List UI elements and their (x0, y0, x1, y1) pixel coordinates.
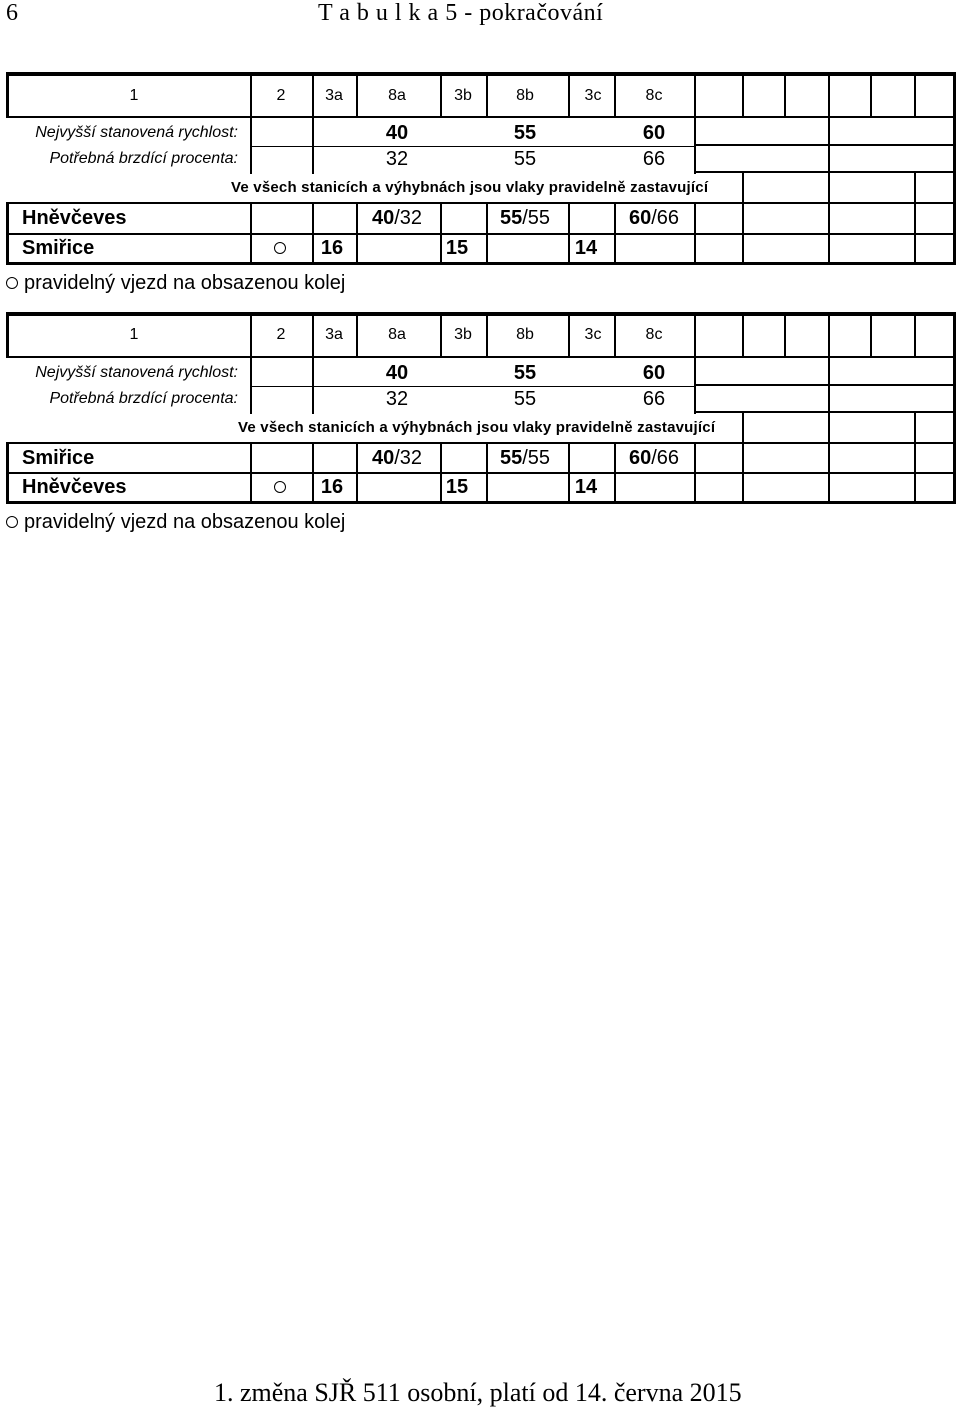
footnote (6, 272, 345, 295)
time-value: 14 (574, 476, 598, 498)
column-header: 8a (388, 326, 406, 343)
column-header: 1 (129, 87, 139, 104)
occupied-track-entry-icon (6, 516, 18, 528)
footnote-text: pravidelný vjezd na obsazenou kolej (24, 272, 346, 294)
column-header: 2 (276, 87, 286, 104)
station-name: Hněvčeves (22, 476, 127, 498)
occupied-track-entry-icon (6, 277, 18, 289)
column-header: 3a (325, 326, 343, 343)
time-value: 14 (574, 237, 598, 259)
time-value: 16 (320, 476, 344, 498)
footnote-text: pravidelný vjezd na obsazenou kolej (24, 511, 346, 533)
column-header: 8b (516, 87, 534, 104)
station-name: Smiřice (22, 447, 95, 469)
page-footer: 1. změna SJŘ 511 osobní, platí od 14. června 2015 (214, 1378, 742, 1407)
brake-value: 55 (513, 148, 537, 170)
speed-label: Nejvyšší stanovená rychlost: (35, 364, 238, 381)
brake-value: 32 (385, 388, 409, 410)
speed-brake-value: 40/32 (371, 207, 423, 229)
speed-value: 60 (642, 122, 666, 144)
speed-value: 40 (385, 122, 409, 144)
time-value: 15 (445, 476, 469, 498)
speed-value: 55 (513, 122, 537, 144)
column-header: 8c (645, 87, 663, 104)
brake-value: 32 (385, 148, 409, 170)
timetable-block-1 (6, 72, 956, 265)
column-header: 3b (454, 326, 472, 343)
speed-brake-value: 55/55 (499, 447, 551, 469)
station-name: Smiřice (22, 237, 95, 259)
timetable-block-2 (6, 312, 956, 504)
speed-brake-value: 55/55 (499, 207, 551, 229)
footnote (6, 511, 345, 534)
brake-value: 66 (642, 148, 666, 170)
speed-value: 60 (642, 362, 666, 384)
occupied-track-entry-icon (274, 481, 286, 493)
speed-brake-value: 60/66 (628, 447, 680, 469)
column-header: 8a (388, 87, 406, 104)
stopping-announcement: Ve všech stanicích a výhybnách jsou vlaky pravidelně zastavující (238, 419, 716, 436)
time-value: 16 (320, 237, 344, 259)
page-number: 6 (6, 0, 18, 26)
column-header: 1 (129, 326, 139, 343)
speed-value: 40 (385, 362, 409, 384)
brake-label: Potřebná brzdící procenta: (49, 150, 238, 167)
brake-label: Potřebná brzdící procenta: (49, 390, 238, 407)
column-header: 2 (276, 326, 286, 343)
page-heading: T a b u l k a 5 - pokračování (318, 0, 604, 26)
speed-brake-value: 60/66 (628, 207, 680, 229)
speed-label: Nejvyšší stanovená rychlost: (35, 124, 238, 141)
speed-value: 55 (513, 362, 537, 384)
time-value: 15 (445, 237, 469, 259)
column-header: 3a (325, 87, 343, 104)
stopping-announcement: Ve všech stanicích a výhybnách jsou vlaky pravidelně zastavující (231, 179, 709, 196)
station-name: Hněvčeves (22, 207, 127, 229)
brake-value: 66 (642, 388, 666, 410)
column-header: 3b (454, 87, 472, 104)
brake-value: 55 (513, 388, 537, 410)
column-header: 3c (584, 326, 602, 343)
speed-brake-value: 40/32 (371, 447, 423, 469)
column-header: 8c (645, 326, 663, 343)
column-header: 3c (584, 87, 602, 104)
occupied-track-entry-icon (274, 242, 286, 254)
column-header: 8b (516, 326, 534, 343)
